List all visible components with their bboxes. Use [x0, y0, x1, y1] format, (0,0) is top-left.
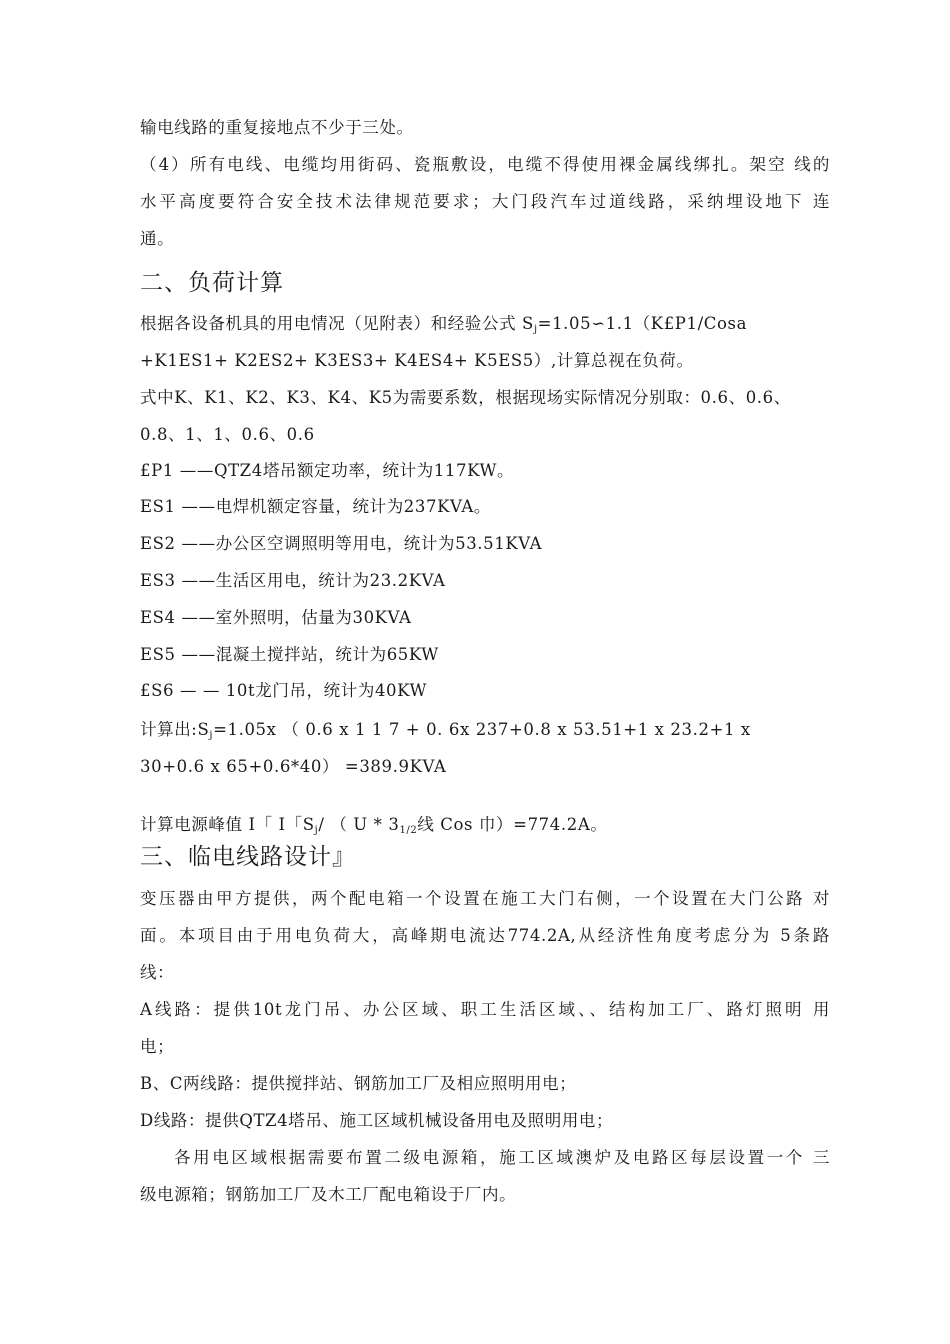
load-item: ES4 ——室外照明，估量为30KVA — [140, 608, 412, 627]
peak-current-line: 计算电源峰值 I「 I「$S_j/$ （ U * $3_{1/2}$线 Cos 巾）=774.2A。 — [140, 815, 608, 836]
formula-line: 根据各设备机具的用电情况（见附表）和经验公式 $S_j=1.05∽1.1(K£P1$/Cosa — [140, 314, 748, 335]
load-item: £P1 ——QTZ4塔吊额定功率，统计为117KW。 — [140, 461, 515, 480]
load-item: £S6 — — 10t龙门吊，统计为40KW — [140, 681, 428, 700]
paragraph-line: 水平高度要符合安全技术法律规范要求；大门段汽车过道线路，采纳埋设地下 连 — [140, 192, 830, 211]
paragraph-line: 0.8、1、1、0.6、0.6 — [140, 425, 315, 444]
paragraph-line: 线： — [140, 963, 175, 982]
paragraph-line: 各用电区域根据需要布置二级电源箱，施工区域澳炉及电路区每层设置一个 三 — [174, 1148, 830, 1167]
paragraph-line: 式中K、K1、K2、K3、K4、K5为需要系数，根据现场实际情况分别取：0.6、0.6、 — [140, 388, 791, 407]
section-heading: 三、临电线路设计』 — [140, 844, 356, 870]
paragraph-line: 输电线路的重复接地点不少于三处。 — [140, 118, 414, 137]
route-line: D线路：提供QTZ4塔吊、施工区域机械设备用电及照明用电； — [140, 1111, 614, 1130]
formula-line: +K1ES1+ K2ES2+ K3ES3+ K4ES4+ K5ES5）,计算总视在负荷。 — [140, 351, 694, 370]
calculation-line: 30+0.6 x 65+0.6*40） =389.9KVA — [140, 757, 447, 776]
calculation-line: 计算出$:S_j=1.05x$ （ 0.6 x 1 1 7 + 0. 6x 237+0.8 x 53.51+1 x 23.2+1 x — [140, 720, 751, 741]
load-item: ES5 ——混凝土搅拌站，统计为65KW — [140, 645, 439, 664]
route-line: 电； — [140, 1037, 175, 1056]
load-item: ES2 ——办公区空调照明等用电，统计为53.51KVA — [140, 534, 543, 553]
paragraph-line: 级电源箱；钢筋加工厂及木工厂配电箱设于厂内。 — [140, 1185, 517, 1204]
paragraph-line: 通。 — [140, 229, 175, 248]
paragraph-line: （4）所有电线、电缆均用街码、瓷瓶敷设，电缆不得使用裸金属线绑扎。架空 线的 — [140, 155, 830, 174]
route-line: B、C两线路：提供搅拌站、钢筋加工厂及相应照明用电； — [140, 1074, 577, 1093]
load-item: ES3 ——生活区用电，统计为23.2KVA — [140, 571, 446, 590]
paragraph-line: 面。本项目由于用电负荷大，高峰期电流达774.2A,从经济性角度考虑分为 5条路 — [140, 926, 830, 945]
load-item: ES1 ——电焊机额定容量，统计为237KVA。 — [140, 497, 492, 516]
section-heading: 二、负荷计算 — [140, 270, 284, 296]
route-line: A线路：提供10t龙门吊、办公区域、职工生活区域、、结构加工厂、路灯照明 用 — [140, 1000, 830, 1019]
paragraph-line: 变压器由甲方提供，两个配电箱一个设置在施工大门右侧，一个设置在大门公路 对 — [140, 889, 830, 908]
